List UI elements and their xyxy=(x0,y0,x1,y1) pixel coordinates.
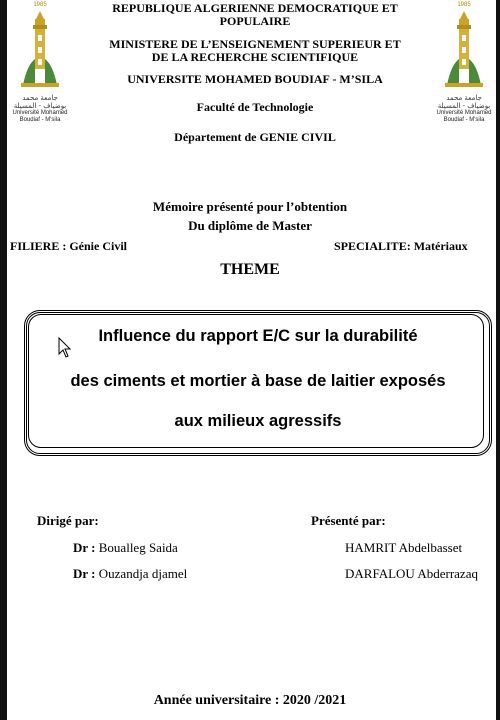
theme-label: THEME xyxy=(220,261,280,278)
header-ministry: MINISTERE DE L’ENSEIGNEMENT SUPERIEUR ET xyxy=(109,37,401,51)
academic-year: Année universitaire : 2020 /2021 xyxy=(153,693,347,708)
filiere: FILIERE : Génie Civil xyxy=(10,239,128,253)
header-university: UNIVERSITE MOHAMED BOUDIAF - M’SILA xyxy=(127,72,383,86)
header-research: DE LA RECHERCHE SCIENTIFIQUE xyxy=(151,50,359,64)
mouse-pointer-icon xyxy=(58,337,72,364)
title-line3: aux milieux agressifs xyxy=(174,412,342,430)
supervisor-2-prefix: Dr : xyxy=(73,566,96,581)
minaret-logo-icon xyxy=(17,9,63,89)
department-name: Département de GENIE CIVIL xyxy=(174,130,336,144)
student-2: DARFALOU Abderrazaq xyxy=(345,566,478,581)
supervisor-2-name: Ouzandja djamel xyxy=(95,566,188,581)
supervisor-1 xyxy=(73,540,178,556)
supervisor-1-prefix: Dr : xyxy=(73,540,96,555)
logo-latin-name: Université Mohamed Boudiaf - M'sila xyxy=(12,110,68,123)
logo-latin-name: Université Mohamed Boudiaf - M'sila xyxy=(436,110,492,123)
supervisor-2 xyxy=(73,566,187,582)
logo-arabic-name: جامعة محمد بوضياف - المسيلة xyxy=(13,94,67,110)
memoire-line2: Du diplôme de Master xyxy=(188,218,312,233)
header-republic: REPUBLIQUE ALGERIENNE DEMOCRATIQUE ET xyxy=(112,1,398,15)
logo-year: 1985 xyxy=(33,2,47,8)
header-populaire: POPULAIRE xyxy=(219,14,291,28)
title-line2: des ciments et mortier à base de laitier exposés xyxy=(70,372,446,390)
logo-arabic-name: جامعة محمد بوضياف - المسيلة xyxy=(437,94,491,110)
student-1: HAMRIT Abdelbasset xyxy=(345,540,463,555)
specialite: SPECIALITE: Matériaux xyxy=(334,239,468,253)
left-border-bar xyxy=(0,0,7,720)
title-line1: Influence du rapport E/C sur la durabilité xyxy=(98,327,418,345)
faculty-name: Faculté de Technologie xyxy=(196,100,314,114)
right-border-bar xyxy=(496,0,500,720)
logo-year: 1985 xyxy=(457,2,471,8)
memoire-line1: Mémoire présenté pour l’obtention xyxy=(152,199,348,214)
supervisor-1-name: Boualleg Saida xyxy=(95,540,178,555)
directed-label: Dirigé par: xyxy=(37,513,99,528)
presented-label: Présenté par: xyxy=(311,513,386,528)
